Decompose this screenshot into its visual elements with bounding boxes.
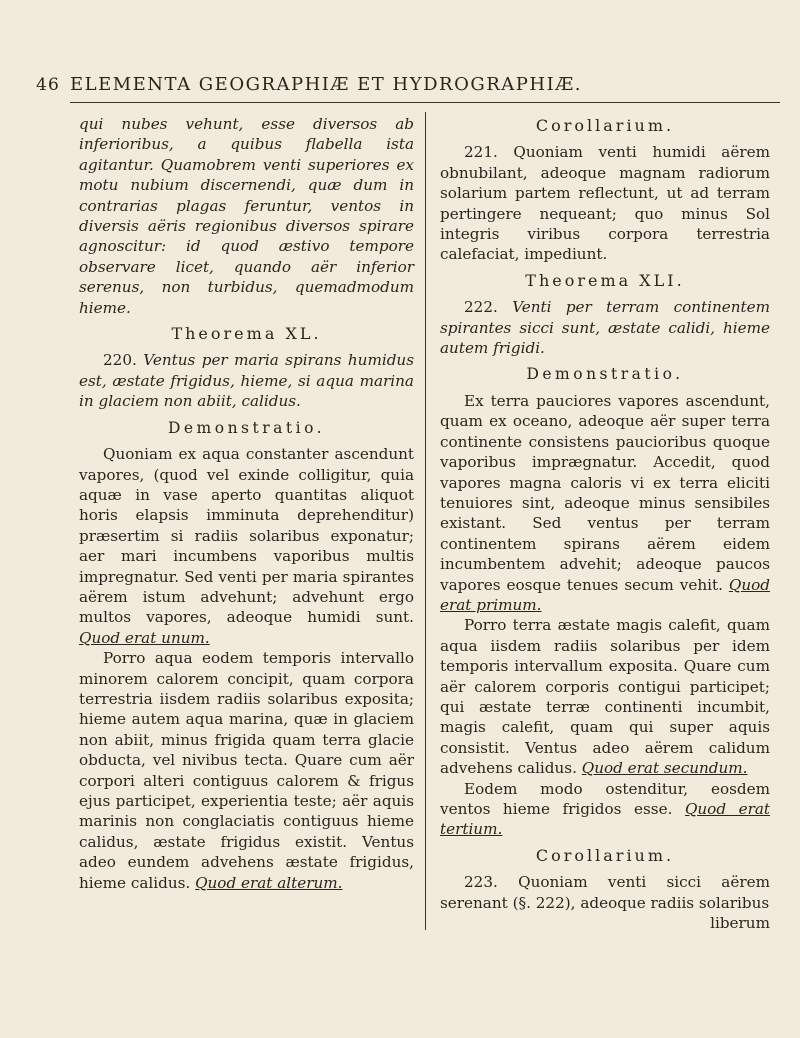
demo-left-p1-text: Quoniam ex aqua constanter ascendunt vapores, (quod vel exinde colligitur, quia aquæ in vase aperto quantitas aliquot horis elapsis imminuta deprehenditur) præsertim si radiis solaribus exponatur; aer mari incumbens vaporibus multis impregnatur. Sed venti per maria spirantes aërem istum advehunt; advehunt ergo multos vapores, adeoque humidi sunt.: [79, 445, 414, 627]
theorem-40-number: 220.: [103, 351, 137, 370]
corollary-221: [440, 142, 770, 264]
demonstration-heading-left: Demonstratio.: [167, 418, 326, 437]
catchword: liberum: [710, 914, 770, 933]
corollary-223-text: Quoniam venti sicci aërem serenant (§. 222), adeoque radiis solaribus: [440, 873, 770, 912]
corollary-221-text: Quoniam venti humidi aërem obnubilant, adeoque magnam radiorum solarium partem reflectunt, ut ad terram pertingere nequeant; quo minus Sol integris viribus corpora terrestria calefaciat, impediunt.: [440, 143, 771, 264]
corollary-223: [440, 872, 770, 913]
right-column: [440, 114, 770, 933]
corollary-223-number: 223.: [464, 873, 498, 892]
theorem-41-statement: [440, 297, 770, 358]
column-divider: [425, 112, 426, 930]
demo-left-p2-end: Quod erat alterum.: [195, 873, 343, 892]
demonstration-right-p2: [440, 615, 770, 778]
theorem-41-text: Venti per terram continentem spirantes sicci sunt, æstate calidi, hieme autem frigidi.: [440, 298, 771, 358]
demo-left-p1-end: Quod erat unum.: [79, 628, 210, 647]
left-column: [79, 114, 414, 893]
corollary-223-heading: Corollarium.: [535, 845, 675, 865]
demonstration-right-p3: [440, 779, 770, 840]
theorem-40-text: Ventus per maria spirans humidus est, æstate frigidus, hieme, si aqua marina in glaciem non abiit, calidus.: [79, 351, 415, 411]
demo-right-p3-end: Quod erat tertium.: [440, 800, 770, 839]
demo-right-p3-text: Eodem modo ostenditur, eosdem ventos hieme frigidos esse.: [440, 779, 770, 818]
theorem-41-number: 222.: [464, 298, 498, 317]
demonstration-right-p1: [440, 391, 770, 615]
theorem-40-heading: Theorema XL.: [171, 324, 322, 344]
header-rule: [70, 102, 780, 103]
demonstration-left-p2: [79, 648, 414, 893]
page-number: 46: [36, 75, 61, 95]
demonstration-left-p1: [79, 444, 414, 648]
demo-right-p1-end: Quod erat primum.: [440, 575, 770, 614]
theorem-41-heading: Theorema XLI.: [525, 270, 685, 290]
demo-right-p1-text: Ex terra pauciores vapores ascendunt, quam ex oceano, adeoque aër super terra continente consistens paucioribus quoque vaporibus imprægnatur. Accedit, quod vapores magna caloris vi ex terra eliciti tenuiores sint, adeoque minus sensibiles existant. Sed ventus per terram continentem spirans aërem eidem incumbentem advehit; adeoque paucos vapores eosque tenues secum vehit.: [440, 391, 770, 594]
left-paragraph-1: qui nubes vehunt, esse diversos ab inferioribus, a quibus flabella ista agitantur. Quamobrem venti superiores ex motu nubium discernendi, quæ dum in contrarias plagas feruntur, ventos in diversis aëris regionibus diversos spirare agnoscitur: id quod æstivo tempore observare licet, quando aër inferior serenus, non turbidus, quemadmodum hieme.: [79, 115, 414, 317]
demo-right-p2-end: Quod erat secundum.: [581, 759, 748, 778]
corollary-221-number: 221.: [464, 143, 498, 162]
demonstration-heading-right: Demonstratio.: [526, 365, 684, 384]
demo-left-p2-text: Porro aqua eodem temporis intervallo minorem calorem concipit, quam corpora terrestria iisdem radiis solaribus exposita; hieme autem aqua marina, quæ in glaciem non abiit, minus frigida quam terra glacie obducta, vel nivibus tecta. Quare cum aër corpori alteri contiguus calorem & frigus ejus participet, experientia teste; aër aquis marinis non conglaciatis contiguus hieme calidus, æstate frigidus existit. Ventus adeo eundem advehens æstate frigidus, hieme calidus.: [79, 649, 414, 892]
running-title: ELEMENTA GEOGRAPHIÆ ET HYDROGRAPHIÆ.: [70, 74, 582, 95]
theorem-40-statement: [79, 350, 414, 411]
corollary-221-heading: Corollarium.: [535, 116, 675, 135]
demo-right-p2-text: Porro terra æstate magis calefit, quam aqua iisdem radiis solaribus per idem temporis intervallum exposita. Quare cum aër calorem corporis contigui participet; qui æstate terræ continenti incumbit, magis calefit, quam qui super aquis consistit. Ventus adeo aërem calidum advehens calidus.: [440, 616, 770, 778]
